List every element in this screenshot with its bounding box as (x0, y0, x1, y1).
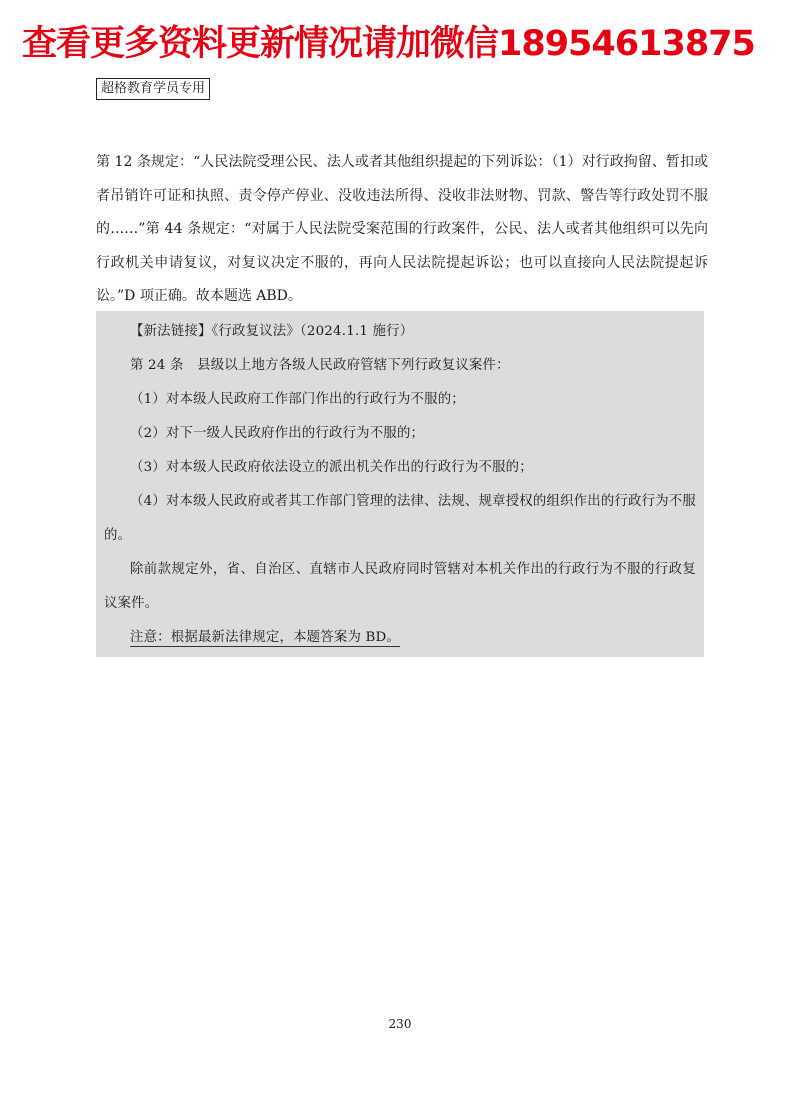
law-item: （1）对本级人民政府工作部门作出的行政行为不服的； (130, 392, 465, 407)
explanation-text (96, 146, 708, 314)
law-item: （2）对下一级人民政府作出的行政行为不服的； (130, 426, 425, 441)
law-item: （4）对本级人民政府或者其工作部门管理的法律、法规、规章授权的组织作出的行政行为不服的。 (104, 494, 696, 543)
new-law-header: 【新法链接】《行政复议法》（2024.1.1 施行） (130, 324, 414, 339)
page-number: 230 (388, 1017, 412, 1031)
law-item: （3）对本级人民政府依法设立的派出机关作出的行政行为不服的； (130, 460, 533, 475)
explanation-paragraph: 第 12 条规定：“人民法院受理公民、法人或者其他组织提起的下列诉讼：（1）对行政拘留、暂扣或者吊销许可证和执照、责令停产停业、没收违法所得、没收非法财物、罚款、警告等行政处罚不服的……”第 44 条规定：“对属于人民法院受案范围的行政案件，公民、法人或者其他组织可以先向行政机关申请复议，对复议决定不服的，再向人民法院提起诉讼；也可以直接向人民法院提起诉讼。”D 项正确。故本题选 ABD。 (96, 154, 708, 305)
article-heading: 第 24 条 县级以上地方各级人民政府管辖下列行政复议案件： (130, 358, 510, 373)
student-only-stamp: 超格教育学员专用 (96, 78, 210, 100)
answer-note (104, 621, 696, 655)
watermark-banner: 查看更多资料更新情况请加微信18954613875 (22, 24, 755, 64)
law-extra-paragraph: 除前款规定外，省、自治区、直辖市人民政府同时管辖对本机关作出的行政行为不服的行政复议案件。 (104, 562, 696, 611)
answer-note-text: 注意：根据最新法律规定，本题答案为 BD。 (130, 630, 401, 645)
new-law-box (96, 311, 704, 657)
